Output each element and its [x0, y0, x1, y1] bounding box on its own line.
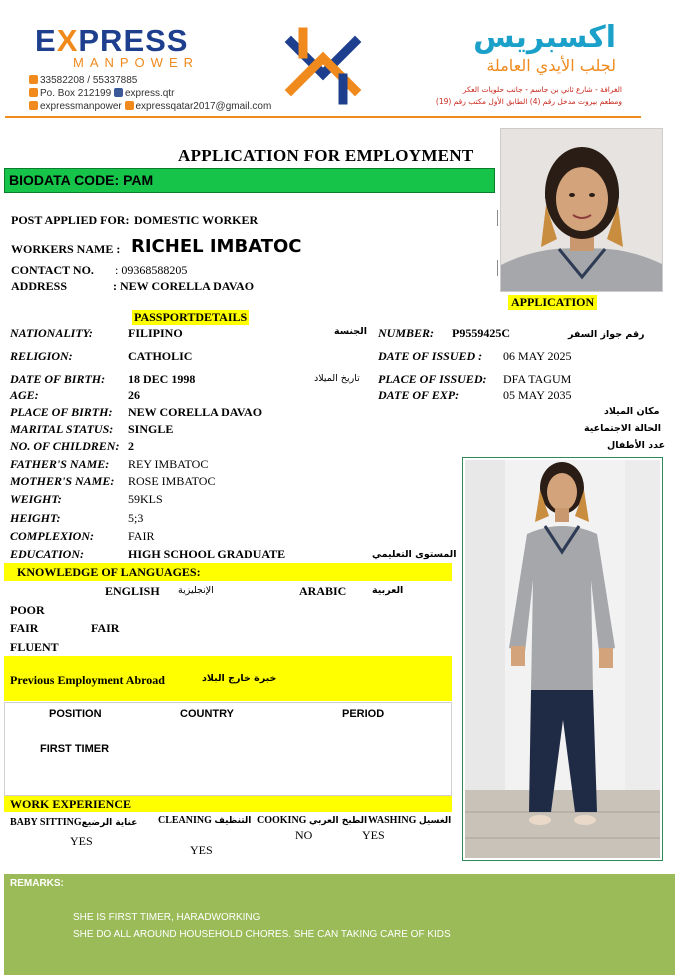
biodata-code-bar: BIODATA CODE: PAM [4, 168, 495, 193]
arabic-label: ARABIC [299, 584, 347, 598]
first-timer-row: FIRST TIMER [40, 743, 110, 755]
workers-name-value: RICHEL IMBATOC [131, 236, 302, 257]
education-label: EDUCATION: [10, 547, 85, 561]
application-label: APPLICATION [508, 295, 597, 310]
languages-bar: KNOWLEDGE OF LANGUAGES: [4, 563, 452, 581]
nationality-value: FILIPINO [128, 326, 183, 340]
nationality-label: NATIONALITY: [10, 326, 93, 340]
arabic-ar: العربية [372, 585, 404, 596]
cleaning-value: YES [190, 843, 213, 857]
divider [497, 260, 498, 276]
divider [497, 210, 498, 226]
page-title: APPLICATION FOR EMPLOYMENT [178, 146, 474, 165]
arabic-address: الغرافة - شارع ثاني بن جاسم - جانب حلويات العكر ومطعم بيروت مدخل رقم (4) الطابق الأول مكتب رقم (19) [435, 85, 622, 106]
dob-ar: تاريخ الميلاد [314, 373, 360, 384]
cleaning-label: CLEANING التنظيف [158, 815, 252, 826]
nationality-ar: الجنسة [334, 326, 367, 337]
company-logo [35, 23, 199, 70]
mail-icon [29, 88, 38, 97]
marital-ar: الحالة الاجتماعية [584, 423, 661, 434]
level-poor: POOR [10, 603, 45, 617]
post-applied-label: POST APPLIED FOR: [11, 213, 130, 227]
pob-ar: مكان الميلاد [604, 406, 660, 417]
full-body-photo [465, 460, 660, 858]
remarks-label: REMARKS: [10, 878, 64, 889]
brand-name: EXPRESS [35, 23, 189, 58]
remarks-box [4, 874, 675, 975]
instagram-icon [29, 101, 38, 110]
full-body-photo-frame [462, 457, 663, 861]
washing-label: WASHING الغسيل [368, 815, 452, 826]
previous-employment-table [4, 702, 452, 796]
address-value: : NEW CORELLA DAVAO [113, 279, 255, 293]
profile-photo [500, 128, 663, 292]
phone-icon [29, 75, 38, 84]
place-issued-label: PLACE OF ISSUED: [378, 372, 487, 386]
father-value: REY IMBATOC [128, 457, 209, 471]
contact-value: : 09368588205 [115, 263, 188, 277]
height-label: HEIGHT: [10, 511, 61, 525]
pob-label: PLACE OF BIRTH: [10, 405, 113, 419]
date-exp-value: 05 MAY 2035 [503, 388, 572, 402]
religion-value: CATHOLIC [128, 349, 193, 363]
cooking-value: NO [295, 828, 313, 842]
contact-block [29, 74, 271, 113]
children-value: 2 [128, 439, 134, 453]
education-value: HIGH SCHOOL GRADUATE [128, 547, 286, 561]
children-label: NO. OF CHILDREN: [10, 439, 120, 453]
baby-sitting-value: YES [70, 834, 93, 848]
height-value: 5;3 [128, 511, 144, 525]
father-label: FATHER'S NAME: [10, 457, 110, 471]
dob-value: 18 DEC 1998 [128, 372, 196, 386]
dob-label: DATE OF BIRTH: [10, 372, 106, 386]
arabic-tagline: لجلب الأيدي العاملة [486, 56, 616, 75]
passport-number-ar: رقم جواز السفر [568, 329, 645, 340]
remarks-line-1: SHE IS FIRST TIMER, HARADWORKING [73, 912, 261, 923]
english-level-value: FAIR [91, 621, 120, 635]
level-fair: FAIR [10, 621, 39, 635]
previous-employment-bar: Previous Employment Abroad خبرة خارج البلاد [4, 656, 452, 701]
place-issued-value: DFA TAGUM [503, 372, 572, 386]
baby-sitting-label: BABY SITTINGعناية الرضيع [10, 817, 138, 828]
level-fluent: FLUENT [10, 640, 59, 654]
social-line: expressmanpower expressqatar2017@gmail.com [29, 100, 271, 113]
complexion-label: COMPLEXION: [10, 529, 95, 543]
header-divider [5, 116, 641, 118]
contact-label: CONTACT NO. [11, 263, 94, 277]
pobox-line: Po. Box 212199 express.qtr [29, 87, 271, 100]
arabic-logo [473, 20, 616, 76]
col-period: PERIOD [342, 708, 385, 720]
age-label: AGE: [10, 388, 39, 402]
date-exp-label: DATE OF EXP: [378, 388, 460, 402]
marital-label: MARITAL STATUS: [10, 422, 114, 436]
mother-label: MOTHER'S NAME: [10, 474, 115, 488]
passport-number-value: P9559425C [452, 326, 510, 340]
pob-value: NEW CORELLA DAVAO [128, 405, 263, 419]
education-ar: المستوى التعليمي [372, 549, 457, 560]
email-icon [125, 101, 134, 110]
remarks-line-2: SHE DO ALL AROUND HOUSEHOLD CHORES. SHE CAN TAKING CARE OF KIDS [73, 929, 451, 940]
weight-value: 59KLS [128, 492, 163, 506]
arabic-brand: اكسبريس [473, 20, 616, 55]
english-label: ENGLISH [105, 584, 160, 598]
passport-number-label: NUMBER: [378, 326, 435, 340]
workers-name-label: WORKERS NAME : [11, 242, 121, 256]
passport-details-label: PASSPORTDETAILS [134, 310, 248, 324]
english-ar: الإنجليزية [178, 585, 214, 596]
complexion-value: FAIR [128, 529, 155, 543]
post-applied-value: DOMESTIC WORKER [134, 213, 259, 227]
weight-label: WEIGHT: [10, 492, 62, 506]
cooking-label: COOKING الطبخ العربي [257, 815, 368, 826]
address-label: ADDRESS [11, 279, 68, 293]
col-country: COUNTRY [180, 708, 234, 720]
marital-value: SINGLE [128, 422, 174, 436]
age-value: 26 [128, 388, 140, 402]
phone-line: 33582208 / 55337885 [29, 74, 271, 87]
date-issued-value: 06 MAY 2025 [503, 349, 572, 363]
work-experience-bar: WORK EXPERIENCE [4, 796, 452, 812]
date-issued-label: DATE OF ISSUED : [378, 349, 483, 363]
religion-label: RELIGION: [10, 349, 73, 363]
brand-subtitle: MANPOWER [73, 55, 199, 70]
washing-value: YES [362, 828, 385, 842]
children-ar: عدد الأطفال [607, 440, 666, 451]
mother-value: ROSE IMBATOC [128, 474, 216, 488]
facebook-icon [114, 88, 123, 97]
col-position: POSITION [49, 708, 102, 720]
company-emblem-icon [283, 26, 363, 106]
